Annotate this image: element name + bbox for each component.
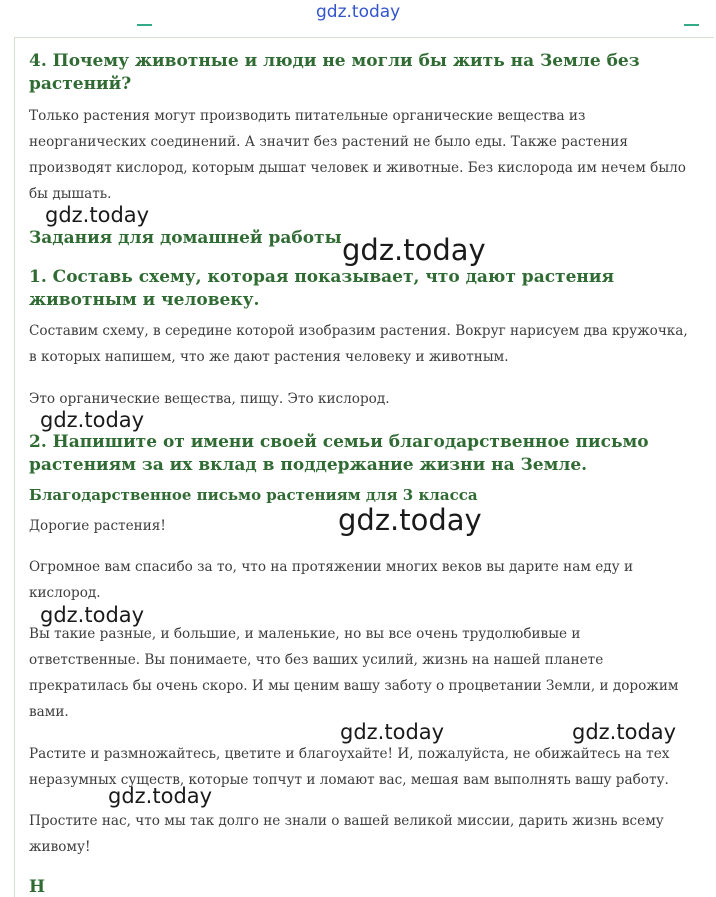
question-4-answer-line: неорганических соединений. А значит без растений не было еды. Также растения [29,134,628,150]
homework-heading: Задания для домашней работы [29,228,342,248]
letter-paragraph-2-line: ответственные. Вы понимаете, что без ваших усилий, жизнь на нашей планете [29,652,604,668]
task-1-text-line: в которых напишем, что же дают растения человеку и животным. [29,349,509,365]
watermark: gdz.today [108,784,213,808]
task-2-title-line1: 2. Напишите от имени своей семьи благодарственное письмо [29,432,649,452]
site-logo-link[interactable]: gdz.today [316,2,401,22]
task-1-text-line: Составим схему, в середине которой изобразим растения. Вокруг нарисуем два кружочка, [29,323,688,339]
top-decor-right [684,24,699,26]
task-1-title-line1: 1. Составь схему, которая показывает, что дают растения [29,267,615,287]
watermark: gdz.today [40,408,145,432]
article-content [14,37,714,897]
question-4-answer-line: бы дышать. [29,186,112,202]
watermark: gdz.today [340,720,445,744]
task-2-title-line2: растениям за их вклад в поддержание жизни на Земле. [29,455,588,475]
task-1-title-line2: животным и человеку. [29,290,260,310]
question-4-title-line2: растений? [29,74,132,94]
top-bar [0,0,716,38]
watermark: gdz.today [342,233,486,267]
letter-paragraph-2-line: вами. [29,704,69,720]
letter-paragraph-3-line: Растите и размножайтесь, цветите и благоухайте! И, пожалуйста, не обижайтесь на тех [29,746,670,762]
task-1-answer: Это органические вещества, пищу. Это кислород. [29,391,390,407]
letter-paragraph-1-line: кислород. [29,585,101,601]
watermark: gdz.today [572,720,677,744]
letter-paragraph-4-line: живому! [29,839,91,855]
letter-greeting: Дорогие растения! [29,518,166,534]
letter-paragraph-1-line: Огромное вам спасибо за то, что на протяжении многих веков вы дарите нам еду и [29,559,634,575]
watermark: gdz.today [45,203,150,227]
question-4-answer-line: производят кислород, которым дышат человек и животные. Без кислорода им нечем было [29,160,686,176]
letter-paragraph-2-line: прекратилась бы очень скоро. И мы ценим вашу заботу о процветании Земли, и дорожим [29,678,679,694]
top-decor-left [137,24,152,26]
task-2-subtitle: Благодарственное письмо растениям для 3 класса [29,486,478,504]
question-4-title-line1: 4. Почему животные и люди не могли бы жить на Земле без [29,51,640,71]
letter-paragraph-3-line: неразумных существ, которые топчут и ломают вас, мешая вам выполнять вашу работу. [29,772,669,788]
letter-paragraph-4-line: Простите нас, что мы так долго не знали о вашей великой миссии, дарить жизнь всему [29,813,664,829]
letter-paragraph-2-line: Вы такие разные, и большие, и маленькие, но вы все очень трудолюбивые и [29,626,581,642]
next-heading-partial: Н [29,877,46,897]
watermark: gdz.today [338,503,482,537]
watermark: gdz.today [40,603,145,627]
question-4-answer-line: Только растения могут производить питательные органические вещества из [29,108,586,124]
